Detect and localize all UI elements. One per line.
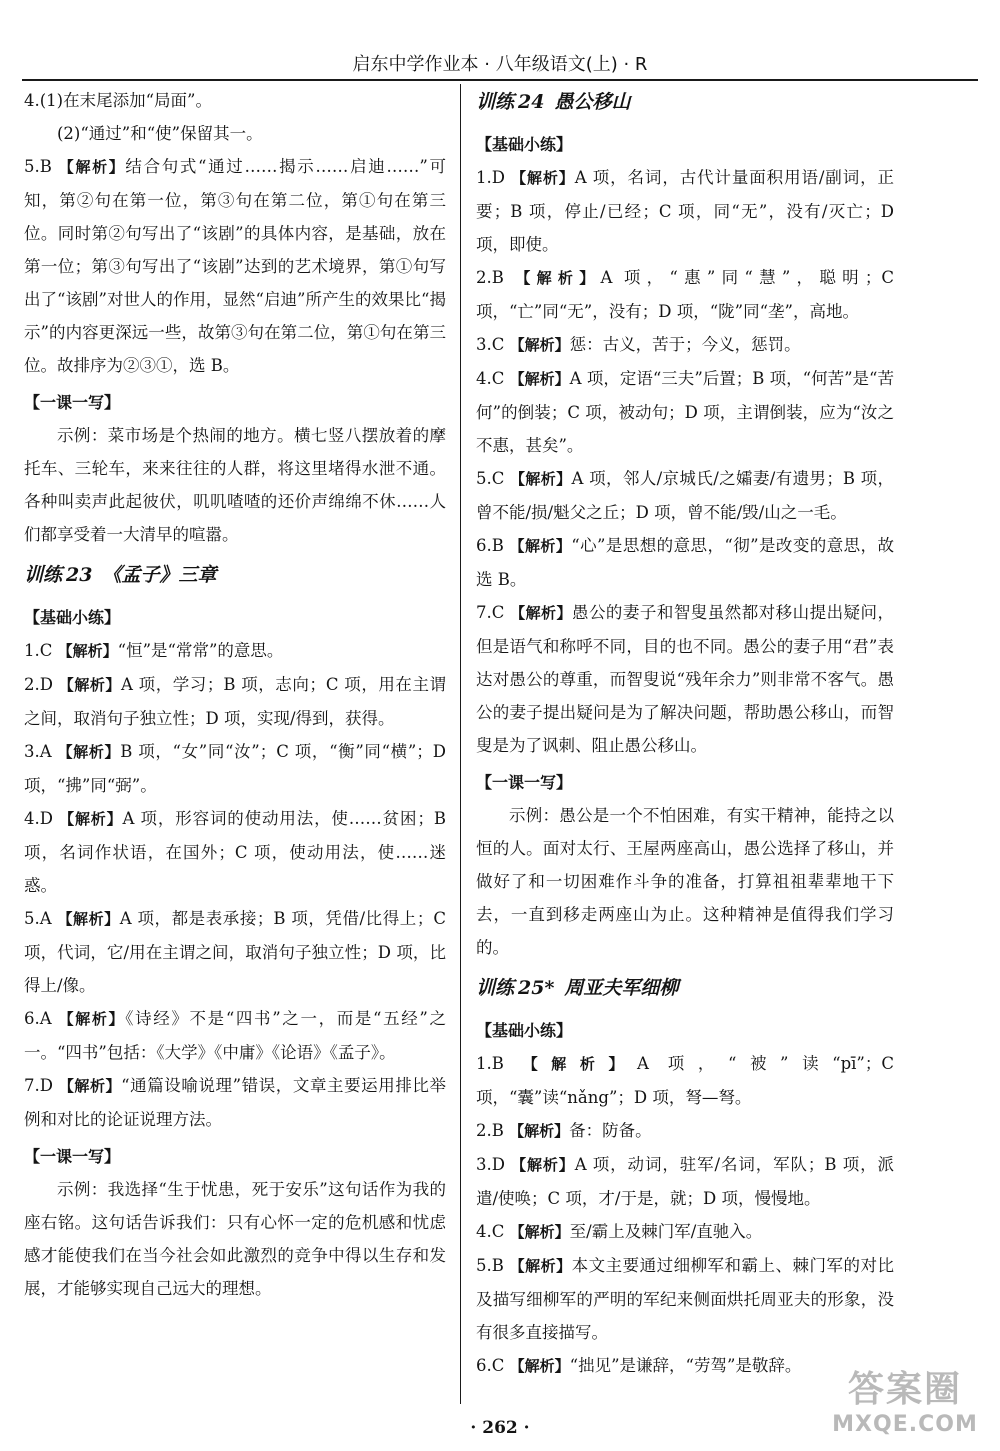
- lesson-name: 愚公移山: [554, 91, 631, 113]
- answer-item: [476, 1215, 894, 1249]
- answer-number: 2.B: [476, 1121, 504, 1140]
- answer-number: 4.D: [24, 809, 53, 828]
- answer-item: [24, 902, 446, 1002]
- answer-text: A 项，都是表承接；B 项，凭借/比得上；C 项，代词，它/用在主谓之间，取消句子独立性；D 项，比得上/像。: [24, 909, 446, 995]
- answer-number: 1.B: [476, 1054, 504, 1073]
- answer-text: 至/霸上及棘门军/直驰入。: [569, 1222, 763, 1241]
- analysis-label: 【解析】: [58, 676, 121, 694]
- example-paragraph: 示例：我选择“生于忧患，死于安乐”这句话作为我的座右铭。这句话告诉我们：只有心怀一定的危机感和忧虑感才能使我们在当今社会如此激烈的竞争中得以生存和发展，才能够实现自己远大的理想。: [24, 1180, 446, 1298]
- example-paragraph: 示例：愚公是一个不怕困难，有实干精神，能持之以恒的人。面对太行、王屋两座高山，愚公选择了移山，并做好了和一切困难作斗争的准备，打算祖祖辈辈地干下去，一直到移走两座山为止。这种精神是值得我们学习的。: [476, 806, 894, 957]
- answer-text: A 项，学习；B 项，志向；C 项，用在主谓之间，取消句子独立性；D 项，实现/得到，获得。: [24, 675, 446, 728]
- answer-line: 4.(1)在末尾添加“局面”。: [24, 91, 212, 110]
- answer-number: 3.D: [476, 1155, 505, 1174]
- column-divider: [460, 84, 461, 1404]
- section-heading: 【一课一写】: [24, 393, 121, 412]
- section-heading: 【一课一写】: [24, 1147, 121, 1166]
- lesson-title: [476, 966, 894, 1010]
- answer-item: [476, 261, 894, 328]
- right-column: [476, 84, 894, 1383]
- answer-item: [24, 1069, 446, 1136]
- analysis-label: 【解析】: [511, 169, 575, 187]
- section-heading: 【基础小练】: [476, 135, 573, 154]
- answer-text: “通篇设喻说理”错误，文章主要运用排比举例和对比的论证说理方法。: [24, 1076, 446, 1129]
- analysis-label: 【解析】: [509, 1122, 570, 1140]
- lesson-prefix: 训练: [24, 564, 63, 586]
- answer-number: 6.C: [476, 1356, 505, 1375]
- answer-text: “心”是思想的意思，“彻”是改变的意思，故选 B。: [476, 536, 894, 589]
- answer-number: 3.C: [476, 335, 505, 354]
- answer-item: [24, 634, 446, 668]
- answer-line: (2)“通过”和“使”保留其一。: [57, 124, 263, 143]
- answer-number: 4.C: [476, 1222, 505, 1241]
- answer-item: [476, 462, 894, 529]
- section-heading: 【基础小练】: [476, 1021, 573, 1040]
- lesson-name: 周亚夫军细柳: [564, 977, 679, 999]
- answer-number: 5.C: [476, 469, 505, 488]
- answer-text: 《诗经》不是“四书”之一，而是“五经”之一。“四书”包括：《大学》《中庸》《论语》《孟子》。: [24, 1009, 446, 1062]
- answer-number: 6.B: [476, 536, 504, 555]
- answer-item: [476, 161, 894, 261]
- answer-text: 惩：古义，苦于；今义，惩罚。: [569, 335, 801, 354]
- analysis-label: 【解析】: [510, 470, 572, 488]
- answer-number: 2.B: [476, 268, 504, 287]
- answer-number: 7.D: [24, 1076, 53, 1095]
- lesson-title: [24, 553, 446, 597]
- lesson-number: 25*: [518, 977, 555, 999]
- lesson-prefix: 训练: [476, 91, 515, 113]
- analysis-label: 【解析】: [510, 604, 572, 622]
- answer-text: 备：防备。: [569, 1121, 652, 1140]
- analysis-label: 【解析】: [522, 1055, 638, 1073]
- watermark-url: MXQE.COM: [832, 1412, 978, 1437]
- answer-number: 3.A: [24, 742, 52, 761]
- example-paragraph: 示例：菜市场是个热闹的地方。横七竖八摆放着的摩托车、三轮车，来来往往的人群，将这里堵得水泄不通。各种叫卖声此起彼伏，叽叽喳喳的还价声绵绵不休……人们都享受着一大清早的喧嚣。: [24, 426, 446, 544]
- answer-item: [24, 802, 446, 902]
- running-header: 启东中学作业本 · 八年级语文(上) · R: [352, 54, 648, 75]
- answer-number: 2.D: [24, 675, 53, 694]
- lesson-title: [476, 80, 894, 124]
- analysis-label: 【解析】: [511, 1156, 575, 1174]
- answer-text: A 项，形容词的使动用法，使……贫困；B 项，名词作状语，在国外；C 项，使动用法，使……迷惑。: [24, 809, 446, 895]
- analysis-label: 【解析】: [509, 370, 570, 388]
- answer-text: 本文主要通过细柳军和霸上、棘门军的对比及描写细柳军的严明的军纪来侧面烘托周亚夫的形象，没有很多直接描写。: [476, 1256, 894, 1342]
- analysis-label: 【解析】: [57, 743, 121, 761]
- answer-item: [24, 1002, 446, 1069]
- answer-item: [476, 362, 894, 462]
- analysis-label: 【解析】: [58, 1077, 122, 1095]
- analysis-label: 【解析】: [509, 1223, 570, 1241]
- analysis-label: 【解析】: [58, 1010, 126, 1028]
- section-heading: 【基础小练】: [24, 608, 121, 627]
- answer-item: [24, 668, 446, 735]
- answer-number: 7.C: [476, 603, 505, 622]
- answer-item: [476, 1148, 894, 1215]
- watermark-text: 答案圈: [847, 1369, 962, 1410]
- analysis-label: 【解析】: [515, 269, 601, 287]
- analysis-label: 【解析】: [57, 910, 120, 928]
- lesson-number: 24: [518, 91, 545, 113]
- lesson-name: 《孟子》三章: [102, 564, 217, 586]
- answer-item: [476, 596, 894, 762]
- analysis-label: 【解析】: [59, 810, 123, 828]
- answer-number: 5.B: [476, 1256, 504, 1275]
- answer-number: 1.D: [476, 168, 505, 187]
- analysis-label: 【解析】: [509, 1257, 572, 1275]
- answer-text: A 项，邻人/京城氏/之孀妻/有遗男；B 项，曾不能/损/魁父之丘；D 项，曾不能/毁/山之一毛。: [476, 469, 894, 522]
- answer-item: [476, 1249, 894, 1349]
- analysis-label: 【解析】: [509, 1357, 570, 1375]
- answer-number: 5.A: [24, 909, 52, 928]
- lesson-prefix: 训练: [476, 977, 515, 999]
- answer-text: “拙见”是谦辞，“劳驾”是敬辞。: [569, 1356, 802, 1375]
- answer-text: A 项，名词，古代计量面积用语/副词，正要；B 项，停止/已经；C 项，同“无”，没有/灭亡；D 项，即使。: [476, 168, 894, 254]
- answer-item: [476, 1114, 894, 1148]
- answer-text: B 项，“女”同“汝”；C 项，“衡”同“横”；D 项，“拂”同“弼”。: [24, 742, 446, 795]
- answer-item: [476, 529, 894, 596]
- answer-number: 4.C: [476, 369, 505, 388]
- answer-text: A 项，“惠”同“慧”，聪明；C 项，“亡”同“无”，没有；D 项，“陇”同“垄”，高地。: [476, 268, 894, 321]
- analysis-label: 【解析】: [509, 537, 572, 555]
- answer-item: [476, 1047, 894, 1114]
- analysis-label: 【解析】: [509, 336, 570, 354]
- lesson-number: 23: [66, 564, 93, 586]
- answer-text: A 项，动词，驻军/名词，军队；B 项，派遣/使唤；C 项，才/于是，就；D 项，慢慢地。: [476, 1155, 894, 1208]
- answer-text: A 项，定语“三夫”后置；B 项，“何苦”是“苦何”的倒装；C 项，被动句；D 项，主谓倒装，应为“汝之不惠，甚矣”。: [476, 369, 894, 455]
- analysis-label: 【解析】: [58, 158, 126, 176]
- watermark-logo: [820, 1368, 990, 1448]
- left-column: [24, 84, 446, 1305]
- section-heading: 【一课一写】: [476, 773, 573, 792]
- answer-text: 愚公的妻子和智叟虽然都对移山提出疑问，但是语气和称呼不同，目的也不同。愚公的妻子用“君”表达对愚公的尊重，而智叟说“残年余力”则非常不客气。愚公的妻子提出疑问是为了解决问题，帮助愚公移山，而智叟是为了讽刺、阻止愚公移山。: [476, 603, 894, 755]
- answer-number: 1.C: [24, 641, 53, 660]
- page-number: · 262 ·: [470, 1418, 530, 1438]
- answer-item: [476, 328, 894, 362]
- answer-item: [24, 735, 446, 802]
- analysis-label: 【解析】: [57, 642, 118, 660]
- answer-number: 6.A: [24, 1009, 52, 1028]
- answer-number: 5.B: [24, 157, 52, 176]
- answer-text: 结合句式“通过……揭示……启迪……”可知，第②句在第一位，第③句在第二位，第①句在第三位。同时第②句写出了“该剧”的具体内容，是基础，放在第一位；第③句写出了“该剧”达到的艺术境界，第①句写出了“该剧”对世人的作用，显然“启迪”所产生的效果比“揭示”的内容更深远一些，故第③句在第二位，第①句在第三位。故排序为②③①，选 B。: [24, 157, 446, 375]
- answer-text: “恒”是“常常”的意思。: [117, 641, 284, 660]
- answer-item: [24, 150, 446, 382]
- answer-text: A 项，“被”读“pī”；C 项，“囊”读“nǎng”；D 项，弩—弩。: [476, 1054, 894, 1107]
